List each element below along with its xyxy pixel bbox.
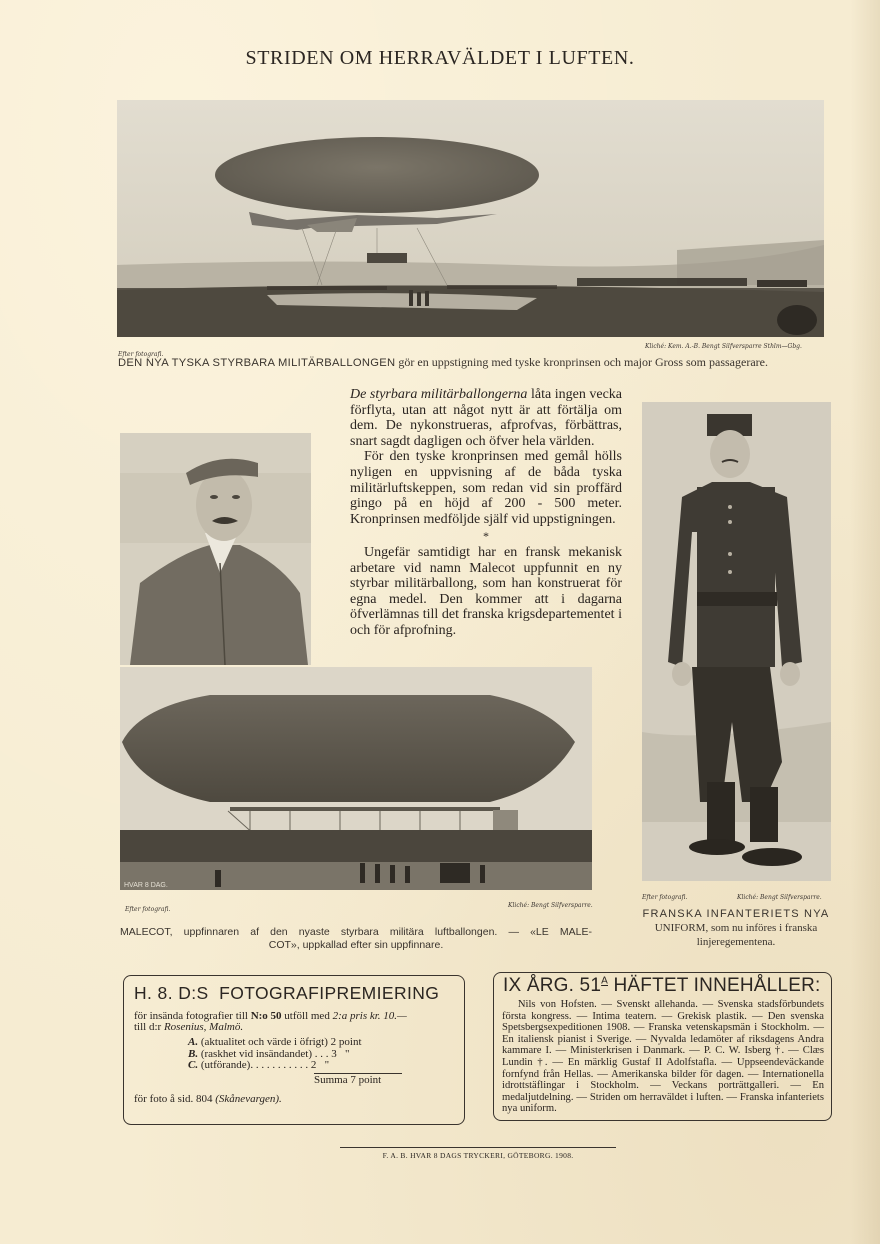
issue-contents-title: IX ÅRG. $51^A$ HÄFTET INNEHÅLLER:: [503, 975, 821, 996]
footer-rule: [340, 1147, 616, 1148]
photo-contest-last-line: för foto å sid. 804 (Skånevargen).: [134, 1093, 282, 1105]
article-paragraph-1: [350, 387, 622, 449]
photo-stamp: HVAR 8 DAG.: [124, 882, 168, 889]
issue-contents-box: [493, 972, 832, 1121]
criteria-row-a: A. (aktualitet och värde i öfrigt) 2 point: [188, 1036, 362, 1048]
page-title: STRIDEN OM HERRAVÄLDET I LUFTEN.: [245, 47, 635, 69]
photo-contest-box: [123, 975, 465, 1125]
photo-contest-title: H. 8. D:S FOTOGRAFIPREMIERING: [134, 983, 440, 1003]
caption-soldier-line-1: FRANSKA INFANTERIETS NYA: [642, 908, 830, 920]
airship-field-image: [117, 100, 824, 337]
article-body: [350, 387, 622, 639]
photo-french-soldier: [642, 402, 831, 881]
caption-malecot-line-2: COT», uppkallad efter sin uppfinnare.: [268, 939, 444, 951]
le-malecot-image: [120, 667, 592, 890]
photo-source-top: Efter fotografi.: [118, 351, 164, 358]
criteria-row-c: C. (utförande). . . . . . . . . . . 2 ": [188, 1059, 330, 1071]
caption-soldier: [638, 907, 834, 949]
photo-contest-text: [134, 1011, 456, 1033]
article-paragraph-2: För den tyske kronprinsen med gemål hölls nyligen en uppvisning af de båda tyska militärluftskeppen, som redan vid sin proffärd gingo på en höjd af 200 - 500 meter. Kronprinsen medföljde själf vid uppstigningen.: [350, 449, 622, 527]
article-lead: De styrbara militärballongerna: [350, 387, 528, 402]
caption-german-airship-caps: DEN NYA TYSKA STYRBARA MILITÄRBALLONGEN: [118, 357, 396, 369]
caption-german-airship-rest: gör en uppstigning med tyske kronprinsen och major Gross som passagerare.: [395, 355, 768, 369]
caption-malecot: [120, 926, 592, 952]
article-paragraph-3: Ungefär samtidigt har en fransk mekanisk arbetare vid namn Malecot uppfunnit en ny styrbar militärballong, som han konstruerat för egna medel. Den kommer att i dagarna öfverlämnas till det franska krigsdepartementet i och för afprofning.: [350, 544, 622, 638]
photo-source-malecot: Efter fotografi.: [125, 906, 171, 913]
caption-malecot-line-1: MALECOT, uppfinnaren af den nyaste styrbara militära luftballongen. — «LE MALE-: [120, 926, 592, 938]
photo-le-malecot: [120, 667, 592, 890]
photo-german-airship: [117, 100, 824, 337]
caption-german-airship: [118, 355, 838, 370]
soldier-image: [642, 402, 831, 881]
article-p1-text: låta ingen vecka förflyta, utan att något nytt är att förtälja om dem. De nykonstrueras, afprofvas, förbättras, snart sagdt dagligen och öfver hela världen.: [350, 387, 622, 449]
photo-contest-criteria: [188, 1037, 408, 1072]
photo-credit-malecot: Kliché: Bengt Silfversparre.: [508, 902, 593, 909]
photo-credit-soldier: Kliché: Bengt Silfversparre.: [737, 894, 822, 901]
portrait-image: [120, 433, 311, 665]
photo-malecot-portrait: [120, 433, 311, 665]
photo-credit-top: Kliché: Kem. A.-B. Bengt Silfversparre Sthlm—Gbg.: [645, 343, 802, 350]
article-separator: *: [483, 529, 489, 544]
printer-footer: F. A. B. HVAR 8 DAGS TRYCKERI, GÖTEBORG. 1908.: [382, 1151, 574, 1160]
criteria-row-b: B. (raskhet vid insändandet) . . . 3 ": [188, 1047, 350, 1060]
photo-contest-line-2: till d:r Rosenius, Malmö.: [134, 1021, 244, 1033]
photo-source-soldier: Efter fotografi.: [642, 894, 688, 901]
caption-soldier-line-2: UNIFORM, som nu införes i franska: [654, 922, 818, 934]
page-edge-shadow: [850, 0, 880, 1244]
caption-soldier-line-3: linjeregementena.: [696, 936, 776, 948]
photo-contest-total: Summa 7 point: [314, 1074, 382, 1086]
photo-contest-line-1: för insända fotografier till N:o 50 utföll med 2:a pris kr. 10.—: [134, 1010, 407, 1022]
issue-contents-list: Nils von Hofsten. — Svenskt allehanda. — Svenska stadsförbundets första kongress. — Intima teatern. — Grekisk plastik. — Den svenska Spetsbergsexpeditionen 1908. — Franska vetenskapsmän i Stockholm. — En italiensk pianist i Sverige. — Nyvalda ledamöter af riksdagens Andra kammare I. — Ministerkrisen i Danmark. — P. C. W. Isberg †. — Clæs Lundin †. — En märklig Gustaf II Adolfstafla. — Uppseendeväckande fornfynd från Hellas. — Amerikanska bilder för dagen. — Internationella idrottstäflingar i Stockholm. — Veckans porträttgalleri. — En medaljutdelning. — Striden om herraväldet i luften. — Franska infanteriets nya uniform.: [502, 999, 824, 1115]
